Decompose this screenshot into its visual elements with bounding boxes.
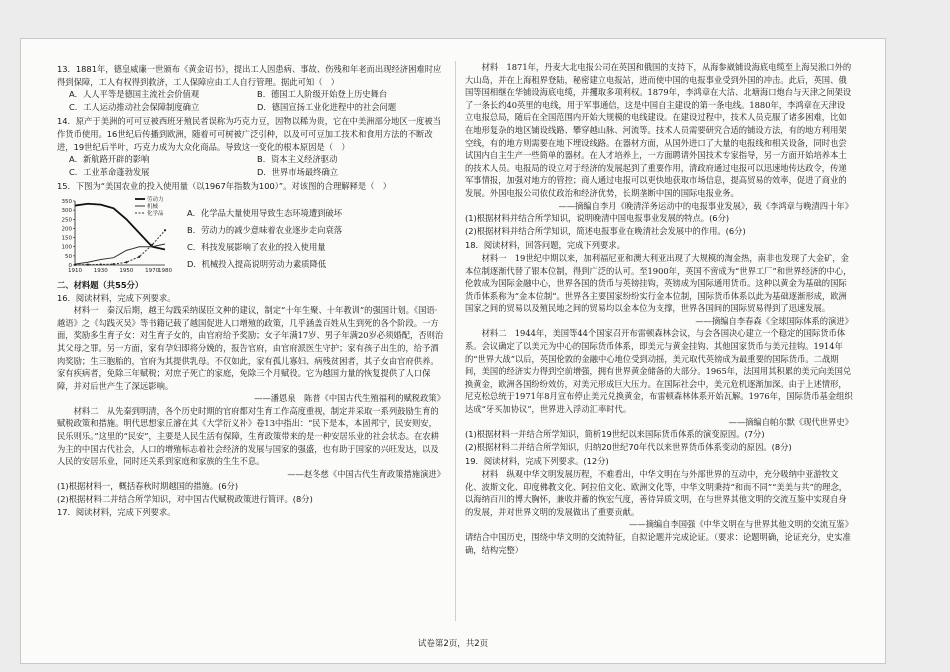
q18-material-1: 材料一 19世纪中期以来，加利福尼亚和澳大利亚出现了大规模的淘金热，南非也发现了大金矿，金本位制逐渐代替了银本位制，得到广泛的认可。至1900年，英国不啻成为“世界工厂”和世界经济的中心，伦敦成为国际金融中心，世界各国的货币与英镑挂钩，英镑成为国际通用货币。这种以黄金为基础的国际货币体系称为“金本位制”。世界各主要国家纷纷实行金本位制，国际货币体系以此为基础逐渐形成，欧洲国家之间的贸易以及殖民地之间的贸易均以金本位为支撑，世界各国间的国际贸易得到了迅速发展。	[465, 252, 852, 314]
q19-requirement: 请结合中国历史，围绕中华文明的交流特征，自拟论题并完成论证。（要求：论题明确，论证充分，史实准确，结构完整）	[465, 531, 851, 555]
legend-label: 劳动力	[147, 196, 164, 203]
q17-requirement-2: (2)根据材料并结合所学知识，简述电报事业在晚清社会发展中的作用。(6分)	[465, 225, 746, 236]
series-point	[164, 229, 166, 231]
q13-stem: 13．1881年，德皇威廉一世颁布《黄金诏书》，提出工人因患病、事故、伤残和年老而出现经济困难时应得到保障，工人有权得到救济，工人保障应由工人自行管理。据此可知（ ）	[57, 64, 442, 87]
y-tick-label: 50	[65, 253, 72, 260]
q17-source: ——摘编自李月《晚清洋务运动中的电报事业发展》，载《李鸿章与晚清四十年》	[558, 200, 853, 211]
q14-option-c[interactable]: C．工业革命蓬勃发展	[69, 166, 150, 177]
q18-material-2: 材料二 1944年，美国等44个国家召开布雷顿森林会议，与会各国决心建立一个稳定的国际货币体系。会议确定了以美元为中心的国际货币体系，即美元与黄金挂钩、其他国家货币与美元挂钩。1914年的“世界大战”以后，英国伦敦的金融中心地位受到动摇，美元取代英镑成为最重要的国际货币。二战期间，美国的经济实力得到空前增强，拥有世界黄金储备的大部分。1965年，法国用其积累的美元向美国兑换黄金，欧洲各国纷纷效仿，对美元形成巨大压力。在国际社会中，美元危机逐渐加深。由于上述情形，尼克松总统于1971年8月宣布停止美元兑换黄金，布雷顿森林体系开始瓦解。1976年，国际货币基金组织达成“牙买加协议”，世界进入浮动汇率时代。	[465, 328, 853, 415]
q16-source-1: ——潘恩泉 陈普《中国古代生殖福利的赋税政策》	[254, 393, 445, 404]
exam-sheet	[20, 38, 886, 664]
legend-label: 化学品	[147, 210, 164, 217]
y-tick-label: 350	[61, 198, 72, 205]
series-point	[112, 263, 114, 265]
q14-option-d[interactable]: D．世界市场最终确立	[257, 166, 339, 177]
series-point	[138, 256, 140, 258]
right-column	[465, 61, 853, 621]
q15-chart-row	[57, 195, 445, 277]
series-point	[125, 261, 127, 263]
q18-source-1: ——摘编自李春森《全球国际体系的演进》	[695, 315, 853, 326]
series-point	[74, 264, 76, 266]
x-tick-label: 1910	[68, 267, 82, 274]
series-line-2	[75, 230, 165, 265]
q15-line-chart	[57, 195, 177, 277]
q16-source-2: ——赵冬慈《中国古代生育政策措施演进》	[287, 468, 445, 479]
column-divider	[455, 61, 456, 621]
q15-option-a[interactable]: A．化学品大量使用导致生态环境遭到破坏	[187, 207, 343, 218]
x-tick-label: 1930	[93, 267, 108, 274]
y-tick-label: 150	[61, 235, 72, 242]
q15-option-b[interactable]: B．劳动力的减少意味着农业逐步走向衰落	[187, 224, 343, 235]
q13-option-d[interactable]: D．德国宣扬工业化进程中的社会问题	[257, 101, 397, 112]
q16-stem: 16．阅读材料，完成下列要求。	[57, 292, 176, 303]
page-footer: 试卷第2页，共2页	[417, 639, 489, 649]
q15-stem: 15．下图为“美国农业的投入使用量（以1967年指数为100）”。对该图的合理解释是（ ）	[57, 181, 392, 192]
q13-option-c[interactable]: C．工人运动推动社会保障制度确立	[69, 101, 200, 112]
y-tick-label: 100	[61, 244, 72, 251]
q19-material: 材料 纵观中华文明发展历程，不难看出，中华文明在与外部世界的互动中，充分吸纳中亚游牧文化、波斯文化、印度佛教文化、阿拉伯文化、欧洲文化等，中华文明秉持“和而不同”“美美与共”的理念，以海纳百川的博大胸怀，兼收并蓄的恢宏气度，善待异质文明，在与世界其他文明的交流互鉴中实现自身的发展，并对世界文明的发展做出了重要贡献。	[465, 469, 848, 517]
q13-option-b[interactable]: B．德国工人阶级开始登上历史舞台	[257, 89, 388, 100]
q14-options-cd	[57, 166, 445, 179]
left-column	[57, 61, 445, 621]
x-tick-label: 1970	[145, 267, 160, 274]
q14-options-ab	[57, 153, 445, 166]
x-tick-label: 1950	[119, 267, 134, 274]
x-tick-label: 1980	[158, 267, 172, 274]
q15-options	[177, 195, 342, 277]
q17-stem: 17．阅读材料，完成下列要求。	[57, 506, 176, 517]
y-tick-label: 250	[61, 217, 72, 224]
y-tick-label: 300	[61, 208, 72, 215]
q17-material: 材料 1871年，丹麦大北电报公司在英国和俄国的支持下，从海参崴铺设海底电缆至上海吴淞口外的大山岛，并在上海租界登陆，秘密建立电报站，进而使中国的电报事业受到外国的冲击。此后，英国、俄国等国相继在华铺设海底电缆，并攫取多项利权。1879年，李鸿章在大沽、北塘海口炮台与天津之间架设了一条长约40英里的电线，用于军事通信，这是中国自主建设的第一条电线。1880年，李鸿章在天津设立电报总局，随后在全国范围内开始大规模的电线建设。在建设过程中，技术人员克服了诸多困难，比如在地形复杂的地区铺设线路、攀穿越山脉、河流等。技术人员需要研究合适的铺设方法，有的地方利用架空线，有的地方则需要在地下埋设线路。在器材方面，从国外进口了大量的电报线和相关设备，同时也尝试国内自主生产一些简单的器材。在人才培养上，一方面聘请外国技术专家指导，另一方面开始培养本土的技术人员。电报局的设立对于经济的发展起到了重要作用，清政府通过电报可以迅速地传达政令，传递军事情报，加强对地方的管控；商人通过电报可以更快地获取市场信息，提高贸易的效率，促进了商业的发展。外国电报公司依仗政治和经济优势，长期垄断中国的国际电报业务。	[465, 62, 852, 198]
q16-requirement-2: (2)根据材料二并结合所学知识，对中国古代赋税政策进行简评。(8分)	[57, 494, 313, 505]
q19-stem: 19．阅读材料，完成下列要求。(12分)	[465, 456, 609, 467]
q14-option-b[interactable]: B．资本主义经济驱动	[257, 154, 338, 165]
q19-source: ——摘编自李国强《中华文明在与世界其他文明的交流互鉴》	[628, 519, 853, 530]
q18-source-2: ——摘编自帕尔默《现代世界史》	[728, 416, 853, 427]
series-point	[87, 263, 89, 265]
q15-option-d[interactable]: D．机械投入提高说明劳动力素质降低	[187, 258, 327, 269]
q17-requirement-1: (1)根据材料并结合所学知识，说明晚清中国电报事业发展的特点。(6分)	[465, 213, 730, 224]
section-2-heading: 二、材料题（共55分）	[57, 279, 144, 290]
q18-requirement-2: (2)根据材料二并结合所学知识，归纳20世纪70年代以来世界货币体系变动的原因。(8分)	[465, 441, 792, 452]
y-tick-label: 200	[61, 226, 72, 233]
series-point	[151, 244, 153, 246]
q13-option-a[interactable]: A．人人平等是德国主流社会价值观	[69, 89, 200, 100]
q13-options-cd	[57, 101, 445, 114]
q16-material-1: 材料一 秦汉后期，越王勾践采纳谋臣文种的建议，制定“十年生聚、十年教训”的强国计划。《国语·越语》之《勾践灭吴》等书籍记载了越国促进人口增殖的政策，几乎涵盖百姓从生到死的各个阶段。一方面，奖励多生育子女：对生育子女的，由官府给予奖励；女子年满17岁、男子年满20岁必须婚配，否则治其父母之罪。另一方面，家有孕妇即将分娩的，报告官府，由官府派医生守护；家有孩子出生的，给予酒肉奖励；生三胞胎的，官府为其提供乳母。不仅如此，家有孤儿寡妇、病残贫困者，其子女由官府供养。家有疾病者，免除三年赋税；对庶子死亡的家庭，免除三个月赋役。它为越国力量的恢复提供了人口保障，并对后世产生了深远影响。	[57, 305, 444, 391]
q13-options-ab	[57, 88, 445, 101]
q18-stem: 18．阅读材料，回答问题，完成下列要求。	[465, 240, 625, 251]
y-tick-label: 0	[68, 262, 72, 269]
legend-label: 机械	[147, 203, 159, 210]
q14-stem: 14．原产于美洲的可可豆被西班牙殖民者误称为巧克力豆，因物以稀为贵，它在中美洲部分地区一度被当作货币使用。16世纪后传播到欧洲，随着可可树被广泛引种，以及可可豆加工技术和食用方法的不断改进，19世纪后半叶，巧克力成为大众化商品。导致这一变化的根本原因是（ ）	[57, 116, 441, 152]
q15-option-c[interactable]: C．科技发展影响了农业的投入使用量	[187, 241, 326, 252]
chart-legend	[135, 195, 164, 217]
series-point	[100, 263, 102, 265]
q18-requirement-1: (1)根据材料一并结合所学知识，简析19世纪以来国际货币体系的演变原因。(7分)	[465, 429, 765, 440]
series-line-1	[75, 244, 165, 264]
q16-requirement-1: (1)根据材料一，概括春秋时期越国的措施。(6分)	[57, 481, 239, 492]
q16-material-2: 材料二 从先秦到明清，各个历史时期的官府都对生育工作高度重视，制定并采取一系列鼓励生育的赋税政策和措施。明代思想家丘濬在其《大学衍义补》卷13中指出：“民下是本，本固邦宁，民安则安，民乐则乐。”这里的“民安”，主要是人民生活有保障，生育政策带来的是一种安居乐业的社会状态。在农耕为主的中国古代社会，人口的增殖标志着社会经济的发展与国家的强盛，也有助于国家的兴旺发达，以及人民的安居乐业，同时还关系到家庭和家族的生生不息。	[57, 405, 439, 467]
q14-option-a[interactable]: A．新航路开辟的影响	[69, 154, 150, 165]
